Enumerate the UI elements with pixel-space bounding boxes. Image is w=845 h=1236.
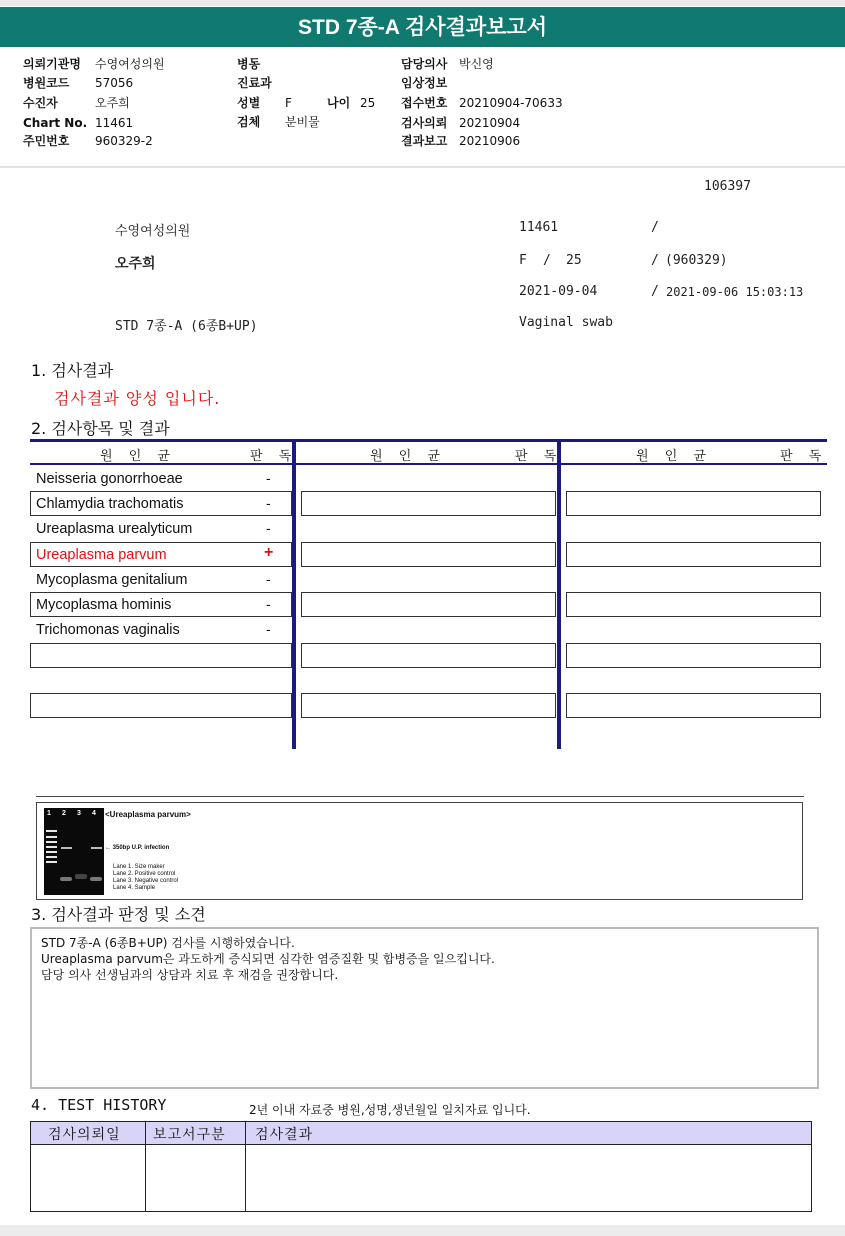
history-header — [30, 1121, 812, 1145]
ladder-band — [46, 841, 57, 843]
value-age: 25 — [360, 96, 376, 110]
label-ward: 병동 — [237, 57, 261, 71]
value-hospital-code: 57056 — [95, 76, 134, 90]
gel-legend-item: Lane 3. Negative control — [113, 878, 179, 884]
table-row-box — [30, 643, 292, 668]
label-report-date: 결과보고 — [401, 134, 448, 148]
summary-birth: (960329) — [665, 253, 728, 268]
history-col-report-type: 보고서구분 — [153, 1127, 226, 1143]
value-requester: 수영여성의원 — [95, 57, 165, 71]
label-sex: 성별 — [237, 96, 261, 110]
pathogen-name: Ureaplasma urealyticum — [36, 521, 193, 537]
positive-result-text: 검사결과 양성 입니다. — [54, 389, 221, 408]
header-pathogen: 원 인 균 — [100, 449, 176, 464]
summary-hospital: 수영여성의원 — [115, 224, 191, 239]
label-resident-no: 주민번호 — [23, 134, 70, 148]
summary-chart: 11461 — [519, 220, 559, 235]
summary-age: 25 — [566, 253, 582, 268]
label-doctor: 담당의사 — [401, 57, 448, 71]
table-row-box — [566, 542, 821, 567]
label-clinical-info: 임상정보 — [401, 76, 448, 90]
ladder-band — [46, 861, 57, 863]
label-receipt-no: 접수번호 — [401, 96, 448, 110]
gel-legend-item: Lane 2. Positive control — [113, 871, 176, 877]
pathogen-name: Mycoplasma hominis — [36, 597, 172, 613]
history-col-result: 검사결과 — [255, 1127, 314, 1143]
header-judgement: 판 독 — [515, 449, 563, 464]
value-receipt-no: 20210904-70633 — [459, 96, 563, 110]
table-row-box — [566, 693, 821, 718]
primer-dimer — [90, 877, 102, 881]
pathogen-result: - — [266, 495, 271, 511]
history-note: 2년 이내 자료중 병원,성명,생년월일 일치자료 입니다. — [249, 1103, 531, 1117]
ladder-band — [46, 830, 57, 832]
table-row-box — [301, 592, 556, 617]
table-row-box — [301, 693, 556, 718]
column-divider — [292, 439, 296, 749]
value-report-date: 20210906 — [459, 134, 521, 148]
report-title: STD 7종-A 검사결과보고서 — [0, 7, 845, 47]
pathogen-result: - — [266, 470, 271, 486]
divider — [0, 166, 845, 168]
history-col-divider — [145, 1121, 146, 1212]
gel-band-label: ← 350bp U.P. infection — [105, 845, 170, 851]
value-patient: 오주희 — [95, 96, 130, 110]
header-pathogen: 원 인 균 — [370, 449, 446, 464]
ladder-band — [46, 846, 57, 848]
ladder-band — [46, 856, 57, 858]
findings-line: 담당 의사 선생님과의 상담과 치료 후 재검을 권장합니다. — [41, 968, 339, 982]
history-col-request-date: 검사의뢰일 — [48, 1127, 121, 1143]
table-row-box — [301, 643, 556, 668]
value-specimen: 분비물 — [285, 115, 320, 129]
bottom-strip — [0, 1225, 845, 1236]
label-chart-no: Chart No. — [23, 116, 88, 130]
table-row-box — [566, 643, 821, 668]
lane-number: 3 — [77, 810, 81, 817]
pathogen-result: - — [266, 571, 271, 587]
findings-line: Ureaplasma parvum은 과도하게 증식되면 심각한 염증질환 및 합병증을 일으킵니다. — [41, 952, 495, 966]
label-request-date: 검사의뢰 — [401, 116, 448, 130]
gel-title: <Ureaplasma parvum> — [105, 810, 191, 819]
pathogen-result: - — [266, 621, 271, 637]
summary-request-date: 2021-09-04 — [519, 284, 598, 299]
pathogen-name: Neisseria gonorrhoeae — [36, 471, 183, 487]
gel-image — [44, 808, 104, 895]
value-request-date: 20210904 — [459, 116, 521, 130]
summary-specimen: Vaginal swab — [519, 315, 613, 330]
header-pathogen: 원 인 균 — [636, 449, 712, 464]
value-doctor: 박신영 — [459, 57, 494, 71]
positive-control-band — [61, 847, 72, 849]
pathogen-name: Mycoplasma genitalium — [36, 572, 188, 588]
summary-test: STD 7종-A (6종B+UP) — [115, 319, 258, 334]
section3-heading: 3. 검사결과 판정 및 소견 — [31, 905, 206, 924]
table-row-box — [301, 491, 556, 516]
pathogen-result: - — [266, 596, 271, 612]
lane-number: 4 — [92, 810, 96, 817]
history-col-divider — [245, 1121, 246, 1212]
pathogen-name: Trichomonas vaginalis — [36, 622, 180, 638]
summary-slash: / — [651, 253, 659, 268]
value-sex: F — [285, 96, 292, 110]
summary-sex-slash: / — [543, 253, 551, 268]
label-age: 나이 — [327, 96, 351, 110]
table-row-box — [566, 592, 821, 617]
pathogen-name: Chlamydia trachomatis — [36, 496, 184, 512]
figure-top-rule — [36, 796, 804, 797]
report-id: 106397 — [704, 179, 751, 194]
table-top-line — [30, 439, 827, 442]
ladder-band — [46, 851, 57, 853]
header-judgement: 판 독 — [250, 449, 298, 464]
findings-line: STD 7종-A (6종B+UP) 검사를 시행하였습니다. — [41, 936, 295, 950]
gel-legend-item: Lane 4. Sample — [113, 885, 156, 891]
pathogen-name-positive: Ureaplasma parvum — [36, 547, 167, 563]
section4-heading: 4. TEST HISTORY — [31, 1096, 167, 1114]
label-requester: 의뢰기관명 — [23, 57, 81, 71]
value-resident-no: 960329-2 — [95, 134, 153, 148]
table-row-box — [30, 693, 292, 718]
summary-patient: 오주희 — [115, 256, 156, 272]
sample-band — [91, 847, 102, 849]
ladder-band — [46, 836, 57, 838]
summary-slash: / — [651, 284, 659, 299]
column-divider — [557, 439, 561, 749]
lane-number: 2 — [62, 810, 66, 817]
summary-slash: / — [651, 220, 659, 235]
label-hospital-code: 병원코드 — [23, 76, 70, 90]
primer-dimer — [75, 874, 87, 879]
top-strip — [0, 0, 845, 6]
gel-legend — [113, 864, 178, 892]
pathogen-result-positive: + — [264, 544, 274, 561]
table-row-box — [301, 542, 556, 567]
value-chart-no: 11461 — [95, 116, 134, 130]
label-patient: 수진자 — [23, 96, 58, 110]
gel-legend-item: Lane 1. Size maker — [113, 864, 165, 870]
pathogen-result: - — [266, 520, 271, 536]
summary-sex: F — [519, 253, 527, 268]
primer-dimer — [60, 877, 72, 881]
section2-heading: 2. 검사항목 및 결과 — [31, 419, 170, 438]
table-row-box — [566, 491, 821, 516]
label-department: 진료과 — [237, 76, 272, 90]
summary-report-date: 2021-09-06 15:03:13 — [666, 285, 804, 299]
history-body — [30, 1144, 812, 1212]
header-judgement: 판 독 — [780, 449, 828, 464]
lane-number: 1 — [47, 810, 51, 817]
section1-heading: 1. 검사결과 — [31, 361, 114, 380]
label-specimen: 검체 — [237, 115, 261, 129]
